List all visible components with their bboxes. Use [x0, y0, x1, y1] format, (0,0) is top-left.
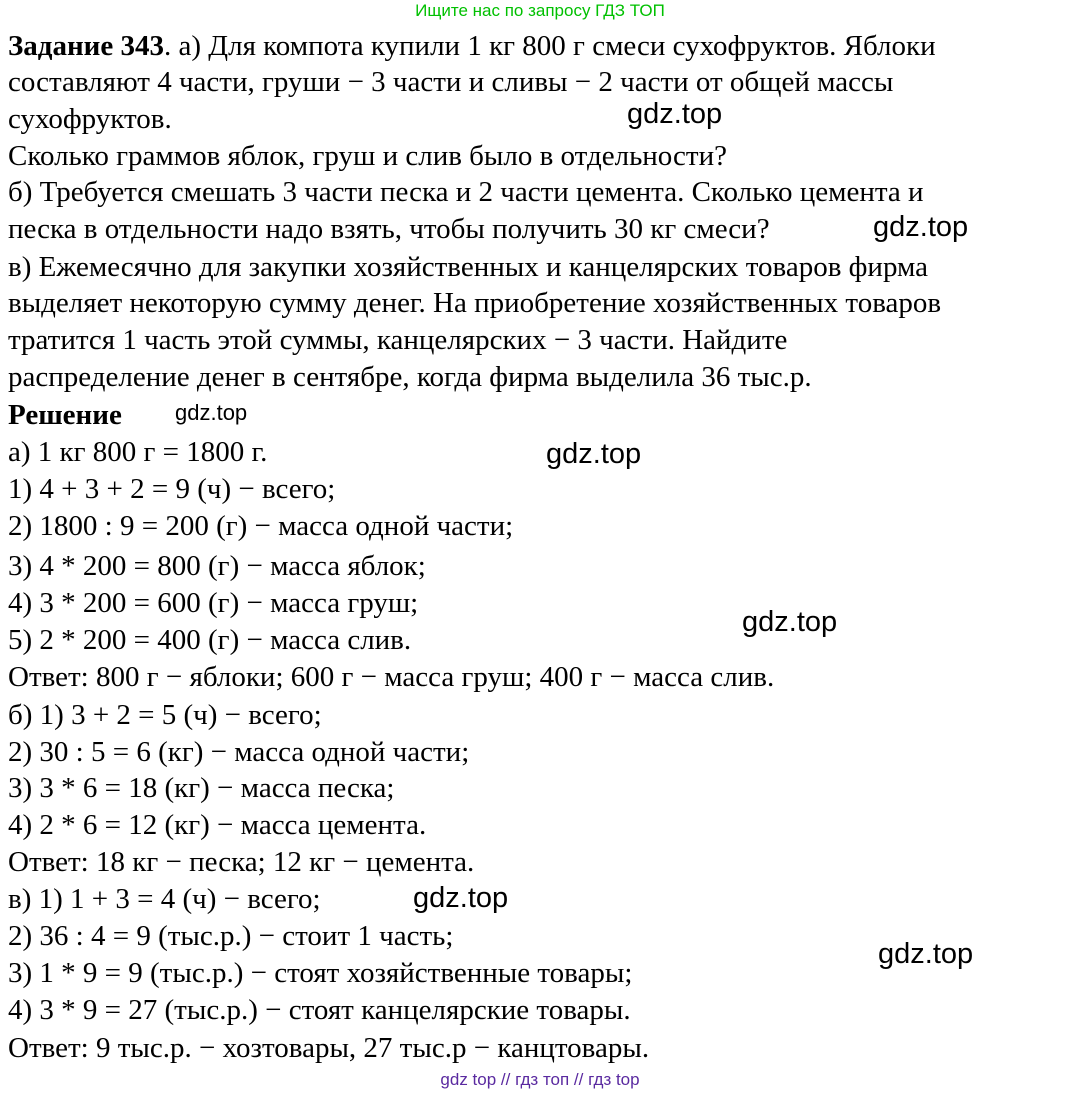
solution-line-6: 5) 2 * 200 = 400 (г) − масса слив.: [8, 624, 412, 656]
solution-line-13: в) 1) 1 + 3 = 4 (ч) − всего;: [8, 883, 321, 915]
footer-watermark: gdz top // гдз топ // гдз top: [440, 1070, 640, 1089]
task-title: Задание 343: [8, 30, 165, 62]
solution-line-4: 3) 4 * 200 = 800 (г) − масса яблок;: [8, 550, 426, 582]
solution-answer-c: Ответ: 9 тыс.р. − хозтовары, 27 тыс.р − канцтовары.: [8, 1032, 650, 1064]
watermark: gdz.top: [742, 606, 838, 638]
watermark: gdz.top: [175, 400, 248, 425]
task-line-2: составляют 4 части, груши − 3 части и сливы − 2 части от общей массы: [8, 66, 894, 98]
solution-line-1: а) 1 кг 800 г = 1800 г.: [8, 436, 268, 468]
top-search-banner: Ищите нас по запросу ГДЗ ТОП: [415, 1, 665, 20]
solution-answer-b: Ответ: 18 кг − песка; 12 кг − цемента.: [8, 846, 475, 878]
solution-line-15: 3) 1 * 9 = 9 (тыс.р.) − стоят хозяйственные товары;: [8, 957, 633, 989]
solution-line-5: 4) 3 * 200 = 600 (г) − масса груш;: [8, 587, 419, 619]
solution-line-16: 4) 3 * 9 = 27 (тыс.р.) − стоят канцелярские товары.: [8, 994, 631, 1026]
solution-line-8: б) 1) 3 + 2 = 5 (ч) − всего;: [8, 699, 322, 731]
watermark: gdz.top: [878, 938, 974, 970]
task-line-7: в) Ежемесячно для закупки хозяйственных и канцелярских товаров фирма: [8, 251, 929, 283]
task-line-5: б) Требуется смешать 3 части песка и 2 части цемента. Сколько цемента и: [8, 176, 924, 208]
solution-line-2: 1) 4 + 3 + 2 = 9 (ч) − всего;: [8, 473, 336, 505]
solution-line-14: 2) 36 : 4 = 9 (тыс.р.) − стоит 1 часть;: [8, 920, 454, 952]
task-line-8: выделяет некоторую сумму денег. На приобретение хозяйственных товаров: [8, 287, 942, 319]
watermark: gdz.top: [627, 98, 723, 130]
task-line-10: распределение денег в сентябре, когда фирма выделила 36 тыс.р.: [8, 361, 812, 393]
task-line-3: сухофруктов.: [8, 103, 172, 135]
solution-line-9: 2) 30 : 5 = 6 (кг) − масса одной части;: [8, 736, 470, 768]
solution-heading: Решение: [8, 399, 122, 431]
watermark: gdz.top: [546, 438, 642, 470]
task-line-9: тратится 1 часть этой суммы, канцелярских − 3 части. Найдите: [8, 324, 788, 356]
solution-line-11: 4) 2 * 6 = 12 (кг) − масса цемента.: [8, 809, 427, 841]
task-line-1: [8, 32, 936, 61]
task-line-4: Сколько граммов яблок, груш и слив было в отдельности?: [8, 140, 727, 172]
task-line-6: песка в отдельности надо взять, чтобы получить 30 кг смеси?: [8, 213, 770, 245]
task-line-1-text: . а) Для компота купили 1 кг 800 г смеси сухофруктов. Яблоки: [164, 30, 936, 62]
solution-line-3: 2) 1800 : 9 = 200 (г) − масса одной части;: [8, 510, 514, 542]
watermark: gdz.top: [873, 211, 969, 243]
watermark: gdz.top: [413, 882, 509, 914]
solution-line-10: 3) 3 * 6 = 18 (кг) − масса песка;: [8, 772, 395, 804]
solution-answer-a: Ответ: 800 г − яблоки; 600 г − масса груш; 400 г − масса слив.: [8, 661, 775, 693]
